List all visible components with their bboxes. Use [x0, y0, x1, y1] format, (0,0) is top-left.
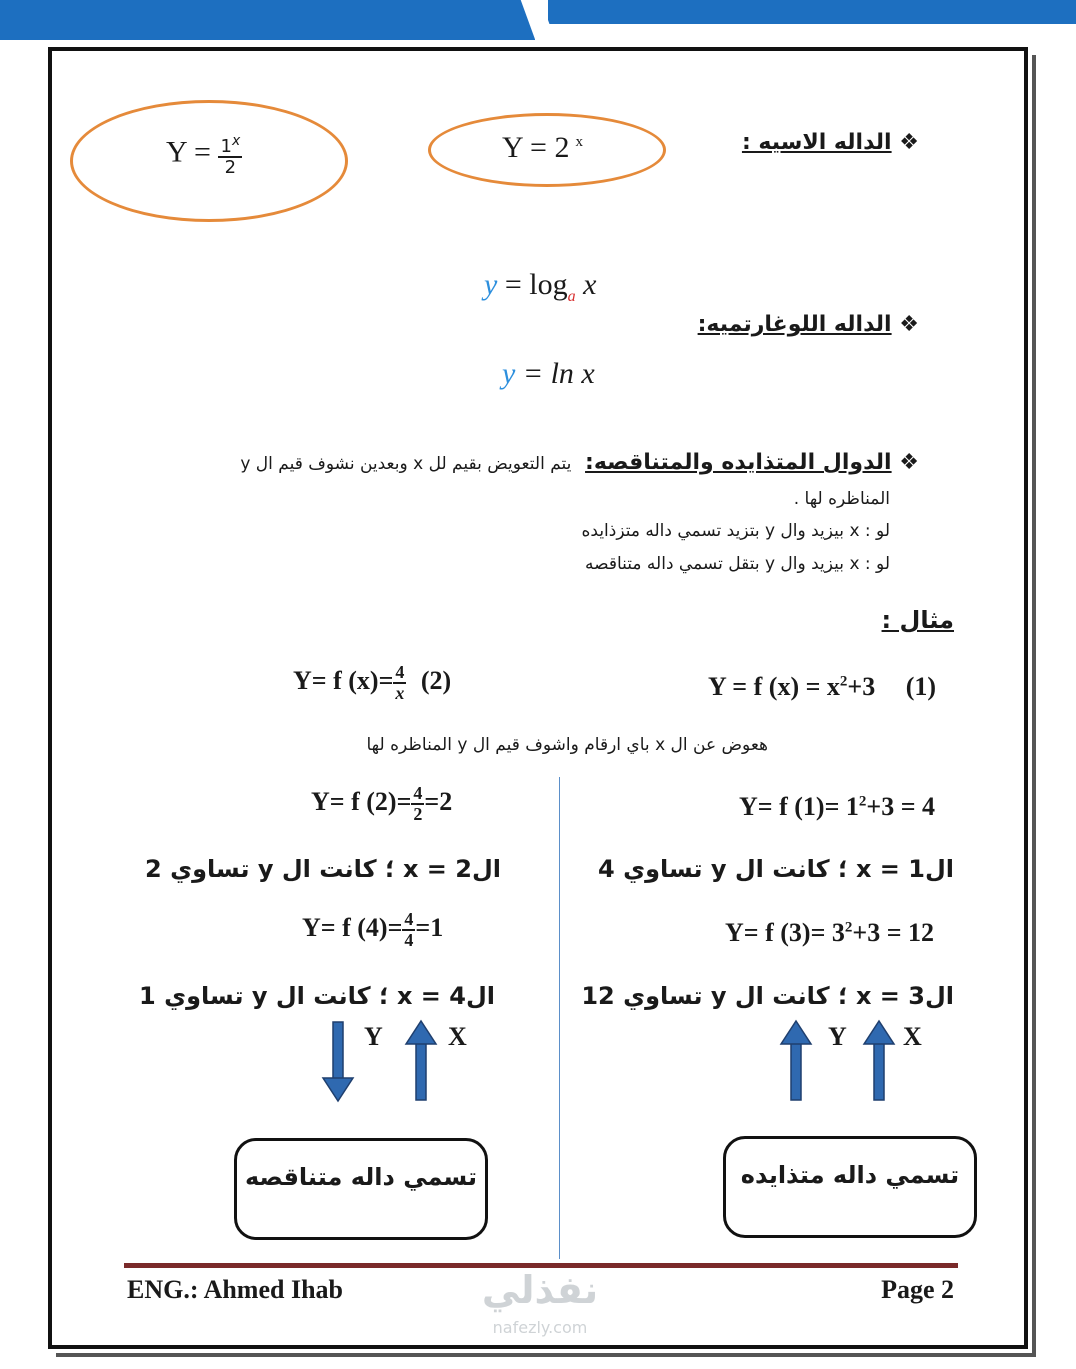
- decreasing-label-y: Y: [364, 1022, 383, 1051]
- footer-page-number: Page 2: [881, 1275, 954, 1304]
- decreasing-calc-1: Y= f (2)= $\frac{4}{2}$ =2: [311, 783, 453, 824]
- decreasing-note-2: الx = 4 ؛ كانت ال y تساوي 1: [139, 982, 495, 1010]
- decreasing-calc-2: Y= f (4)= $\frac{4}{4}$ =1: [302, 909, 444, 950]
- monotonic-intro-continued: المناظره لها .: [793, 489, 890, 509]
- exponential-heading: ❖ الداله الاسيه :: [741, 130, 919, 155]
- formula-y-2-power-x: Y = 2 $^x$: [502, 131, 583, 164]
- diamond-bullet-icon: ❖: [899, 130, 919, 155]
- example-equation-1: Y = f $(x) = x^2+3$ (1): [708, 672, 937, 701]
- increasing-calc-2: Y= f $(3)= 3^2+3 = 12$: [725, 918, 935, 947]
- substitution-instruction: هعوض عن ال x باي ارقام واشوف قيم ال y المناظره لها: [366, 735, 768, 755]
- footer-author: ENG.: Ahmed Ihab: [127, 1275, 343, 1304]
- up-arrow-icon: [778, 1018, 814, 1104]
- column-divider: [559, 777, 560, 1259]
- example-heading: مثال :: [881, 606, 954, 634]
- decreasing-note-1: الx = 2 ؛ كانت ال y تساوي 2: [145, 855, 501, 883]
- decreasing-result-label: تسمي داله متناقصه: [244, 1163, 477, 1191]
- logarithmic-heading: ❖ الداله اللوغارتميه:: [697, 312, 919, 337]
- up-arrow-icon: [861, 1018, 897, 1104]
- formula-ln-x: y = ln x: [502, 357, 595, 390]
- increasing-definition: لو : x بيزيد وال y بتزيد تسمي داله متزذايده: [581, 521, 890, 541]
- example-equation-2: Y= f (x)= $\frac{4}{x}$ (2): [293, 662, 452, 703]
- increasing-note-1: الx = 1 ؛ كانت ال y تساوي 4: [598, 855, 954, 883]
- monotonic-heading-row: ❖ الدوال المتذايده والمتناقصه: يتم التعويض بقيم لل x وبعدين نشوف قيم ال y: [240, 450, 919, 475]
- formula-log-a-x: $y = \log_a x$: [484, 268, 597, 305]
- down-arrow-icon: [320, 1018, 356, 1104]
- watermark-logo: نفذلي: [481, 1268, 599, 1312]
- diamond-bullet-icon: ❖: [899, 450, 919, 475]
- increasing-calc-1: Y= f $(1)= 1^2+3 = 4$: [739, 792, 936, 821]
- decreasing-label-x: X: [448, 1022, 467, 1051]
- formula-y-half-power-x: Y = $\frac{1^x}{2}$: [166, 133, 241, 178]
- decreasing-definition: لو : x بيزيد وال y بتقل تسمي داله متناقصه: [585, 554, 890, 574]
- increasing-note-2: الx = 3 ؛ كانت ال y تساوي 12: [581, 982, 954, 1010]
- up-arrow-icon: [403, 1018, 439, 1104]
- increasing-label-y: Y: [828, 1022, 847, 1051]
- watermark-site: nafezly.com: [492, 1318, 588, 1337]
- top-banner-right: [548, 0, 1076, 24]
- increasing-result-label: تسمي داله متذايده: [740, 1161, 960, 1189]
- top-banner-left: [0, 0, 535, 40]
- diamond-bullet-icon: ❖: [899, 312, 919, 337]
- monotonic-intro: يتم التعويض بقيم لل x وبعدين نشوف قيم ال y: [240, 454, 572, 474]
- increasing-label-x: X: [903, 1022, 922, 1051]
